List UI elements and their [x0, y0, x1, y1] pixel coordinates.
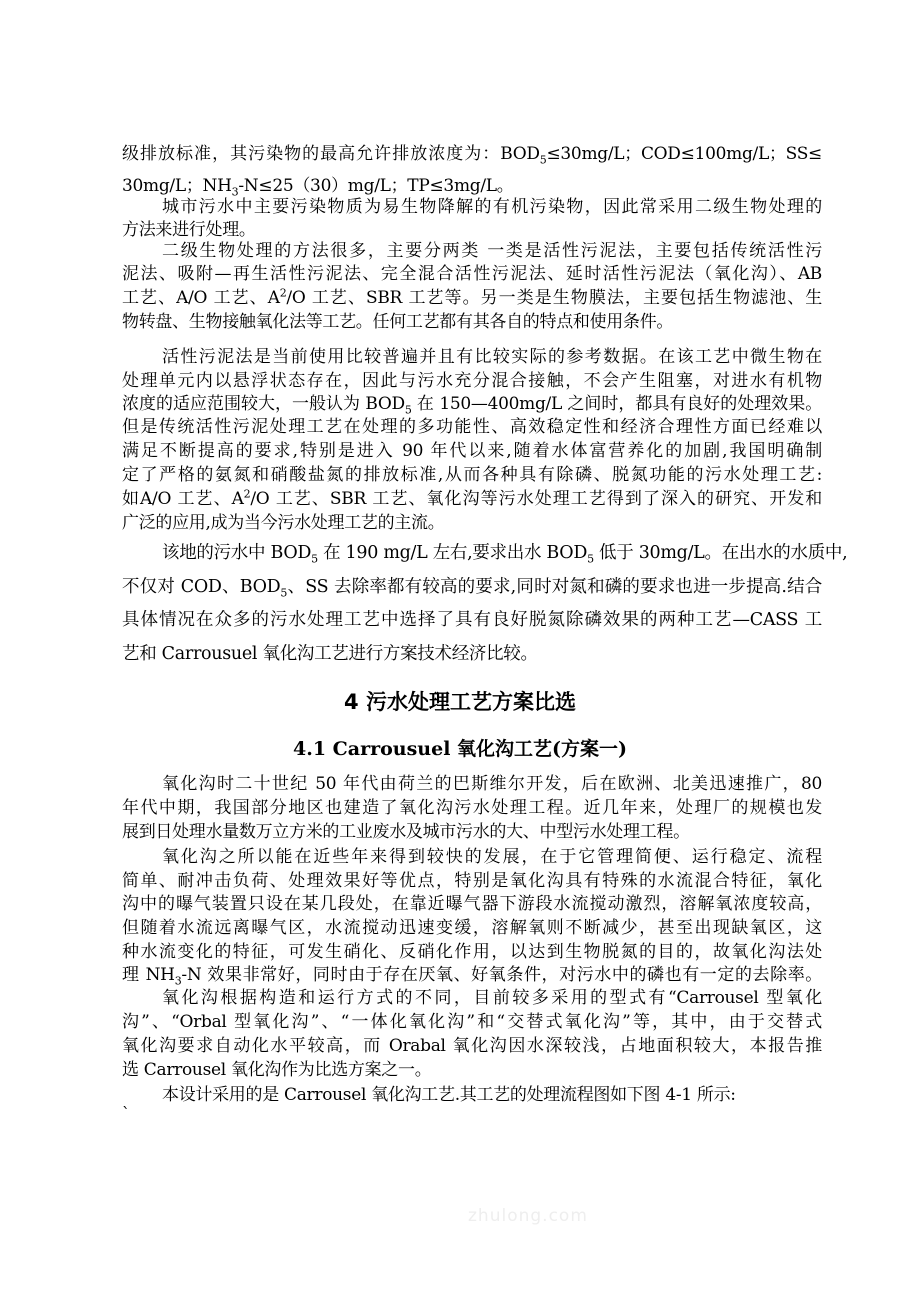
text-segment: 本设计采用的是 Carrousel 氧化沟工艺.其工艺的处理流程图如下图 4-1 所示:: [162, 1085, 736, 1105]
text-line: [122, 219, 822, 241]
text-segment: 在 150—400mg/L 之间时，都具有良好的处理效果。: [411, 394, 822, 414]
text-segment: 沟中的曝气装置只设在某几段处，在靠近曝气器下游段水流搅动激烈，溶解氧浓度较高，: [122, 894, 822, 914]
text-segment: -N≤25（30）mg/L；TP≤3mg/L。: [238, 176, 514, 196]
text-segment: 选 Carrousel 氧化沟作为比选方案之一。: [122, 1060, 432, 1080]
text-line: [162, 1084, 822, 1106]
text-line: [122, 263, 822, 285]
text-segment: 氧化沟之所以能在近些年来得到较快的发展，在于它管理简便、运行稳定、流程: [162, 847, 822, 867]
text-segment: 泥法、吸附—再生活性污泥法、完全混合活性污泥法、延时活性污泥法（氧化沟）、AB: [122, 264, 822, 284]
section-heading: 4 污水处理工艺方案比选: [344, 690, 576, 714]
text-segment: 方法来进行处理。: [122, 220, 256, 240]
text-segment: /O 工艺、SBR 工艺等。另一类是生物膜法，主要包括生物滤池、生: [286, 288, 822, 308]
text-segment: 但随着水流远离曝气区，水流搅动迅速变缓，溶解氧则不断减少，甚至出现缺氧区，这: [122, 918, 822, 938]
text-segment: 简单、耐冲击负荷、处理效果好等优点，特别是氧化沟具有特殊的水流混合特征，氧化: [122, 871, 822, 891]
stray-mark: `: [122, 1104, 130, 1123]
text-segment: 具体情况在众多的污水处理工艺中选择了具有良好脱氮除磷效果的两种工艺—CASS 工: [122, 610, 822, 630]
text-segment: 处理单元内以悬浮状态存在，因此与污水充分混合接触，不会产生阻塞，对进水有机物: [122, 371, 822, 391]
text-line: [122, 609, 822, 631]
text-line: [122, 311, 822, 333]
text-line: [122, 143, 822, 165]
text-line: [162, 846, 822, 868]
text-segment: 如A/O 工艺、A: [122, 489, 244, 509]
text-segment: 但是传统活性污泥处理工艺在处理的多功能性、高效稳定性和经济合理性方面已经难以: [122, 417, 822, 437]
text-line: [122, 1035, 822, 1057]
text-line: [122, 893, 822, 915]
text-segment: 氧化沟根据构造和运行方式的不同，目前较多采用的型式有“Carrousel 型氧化: [162, 988, 822, 1008]
text-segment: 年代中期，我国部分地区也建造了氧化沟污水处理工程。近几年来，处理厂的规模也发: [122, 798, 822, 818]
text-segment: 活性污泥法是当前使用比较普遍并且有比较实际的参考数据。在该工艺中微生物在: [162, 347, 822, 367]
text-segment: 广泛的应用,成为当今污水处理工艺的主流。: [122, 513, 445, 533]
script-text: 3: [174, 974, 182, 988]
script-text: 5: [280, 586, 288, 600]
script-text: 3: [231, 185, 239, 199]
text-line: [122, 1011, 822, 1033]
text-segment: 、SS 去除率都有较高的要求,同时对氮和磷的要求也进一步提高.结合: [287, 577, 822, 597]
text-line: [162, 987, 822, 1009]
text-line: [162, 773, 822, 795]
text-line: [122, 941, 822, 963]
text-line: [122, 964, 822, 986]
text-segment: 浓度的适应范围较大，一般认为 BOD: [122, 394, 405, 414]
text-line: [122, 464, 822, 486]
text-segment: ≤30mg/L；COD≤100mg/L；SS≤: [546, 144, 822, 164]
text-segment: 氧化沟要求自动化水平较高，而 Orabal 氧化沟因水深较浅，占地面积较大，本报告推: [122, 1036, 822, 1056]
text-line: [122, 393, 822, 415]
text-line: [122, 576, 822, 598]
text-segment: -N 效果非常好，同时由于存在厌氧、好氧条件，对污水中的磷也有一定的去除率。: [181, 965, 823, 985]
text-line: [122, 488, 822, 510]
text-line: [162, 346, 822, 368]
text-line: [122, 175, 822, 197]
text-segment: 定了严格的氨氮和硝酸盐氮的排放标准,从而各种具有除磷、脱氮功能的污水处理工艺:: [122, 465, 822, 485]
text-segment: 城市污水中主要污染物质为易生物降解的有机污染物，因此常采用二级生物处理的: [162, 197, 822, 217]
text-line: [122, 870, 822, 892]
text-segment: 30mg/L；NH: [122, 176, 232, 196]
text-line: [122, 1059, 822, 1081]
text-line: [122, 287, 822, 309]
text-line: [122, 440, 822, 462]
subsection-heading: 4.1 Carrousuel 氧化沟工艺(方案一): [292, 738, 628, 760]
text-segment: 二级生物处理的方法很多，主要分两类 一类是活性污泥法，主要包括传统活性污: [162, 241, 822, 261]
text-segment: 沟”、“Orbal 型氧化沟”、“一体化氧化沟”和“交替式氧化沟”等，其中，由于交替式: [122, 1012, 822, 1032]
text-line: [122, 821, 822, 843]
text-segment: 满足不断提高的要求,特别是进入 90 年代以来,随着水体富营养化的加剧,我国明确制: [122, 441, 822, 461]
script-text: 5: [404, 403, 412, 417]
text-segment: 低于 30mg/L。在出水的水质中,: [593, 543, 848, 563]
script-text: 5: [587, 552, 594, 566]
text-line: [122, 643, 822, 665]
script-text: 2: [279, 286, 287, 300]
text-segment: 物转盘、生物接触氧化法等工艺。任何工艺都有其各自的特点和使用条件。: [122, 312, 674, 332]
text-segment: 不仅对 COD、BOD: [122, 577, 281, 597]
text-segment: 工艺、A/O 工艺、A: [122, 288, 280, 308]
text-segment: 展到日处理水量数万立方米的工业废水及城市污水的大、中型污水处理工程。: [122, 822, 690, 842]
text-line: [122, 370, 822, 392]
script-text: 2: [243, 487, 251, 501]
text-segment: 理 NH: [122, 965, 175, 985]
watermark: zhulong.com: [468, 1206, 588, 1226]
text-line: [122, 512, 822, 534]
text-segment: 艺和 Carrousuel 氧化沟工艺进行方案技术经济比较。: [122, 644, 538, 664]
text-segment: 该地的污水中 BOD: [162, 543, 312, 563]
text-line: [162, 240, 822, 262]
text-segment: 氧化沟时二十世纪 50 年代由荷兰的巴斯维尔开发，后在欧洲、北美迅速推广，80: [162, 774, 822, 794]
text-line: [122, 797, 822, 819]
text-line: [122, 416, 822, 438]
text-line: [162, 542, 848, 566]
text-line: [122, 917, 822, 939]
script-text: 5: [311, 552, 318, 566]
text-segment: /O 工艺、SBR 工艺、氧化沟等污水处理工艺得到了深入的研究、开发和: [250, 489, 822, 509]
text-segment: 在 190 mg/L 左右,要求出水 BOD: [317, 543, 588, 563]
text-segment: 种水流变化的特征，可发生硝化、反硝化作用，以达到生物脱氮的目的，故氧化沟法处: [122, 942, 822, 962]
text-line: [162, 196, 822, 218]
text-segment: 级排放标准，其污染物的最高允许排放浓度为：BOD: [122, 144, 540, 164]
script-text: 5: [539, 153, 547, 167]
